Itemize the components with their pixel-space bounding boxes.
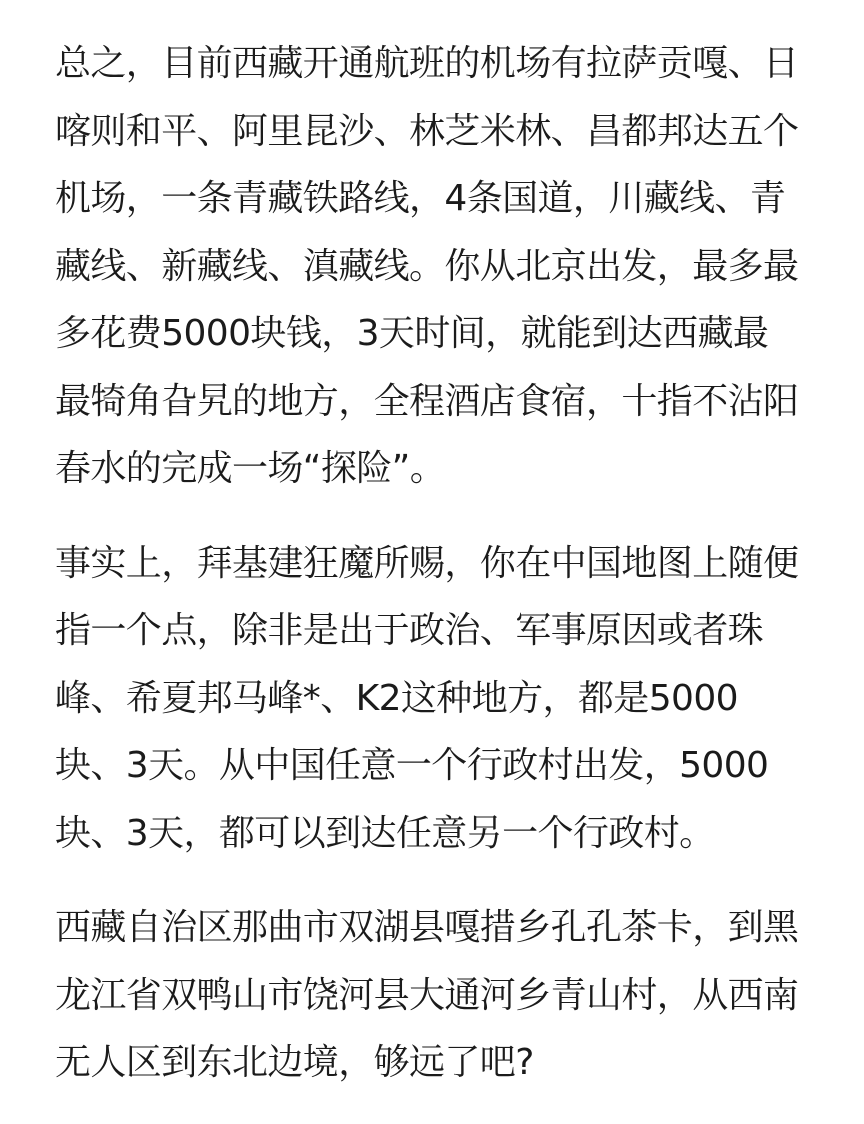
text-line: 龙江省双鸭山市饶河县大通河乡青山村，从西南 (55, 974, 799, 1016)
text-line: 峰、希夏邦马峰*、K2这种地方，都是5000 (55, 677, 738, 719)
text-line: 多花费5000块钱，3天时间，就能到达西藏最 (55, 313, 769, 354)
text-line: 机场，一条青藏铁路线，4条国道，川藏线、青 (55, 178, 786, 219)
text-line: 总之，目前西藏开通航班的机场有拉萨贡嘎、日 (55, 43, 799, 84)
paragraph-2 (55, 530, 845, 868)
text-line: 春水的完成一场“探险”。 (55, 448, 446, 489)
text-line: 无人区到东北边境，够远了吧? (55, 1042, 534, 1083)
text-line: 最犄角旮旯的地方，全程酒店食宿，十指不沾阳 (55, 380, 799, 422)
paragraph-1 (55, 30, 845, 503)
text-line: 藏线、新藏线、滇藏线。你从北京出发，最多最 (55, 245, 799, 287)
text-line: 西藏自治区那曲市双湖县嘎措乡孔孔茶卡，到黑 (55, 907, 799, 948)
text-line: 喀则和平、阿里昆沙、林芝米林、昌都邦达五个 (55, 110, 799, 152)
text-line: 事实上，拜基建狂魔所赐，你在中国地图上随便 (55, 542, 799, 584)
text-line: 块、3天，都可以到达任意另一个行政村。 (55, 812, 715, 854)
article-body (55, 30, 845, 1124)
paragraph-3 (55, 894, 845, 1097)
text-line: 块、3天。从中国任意一个行政村出发，5000 (55, 745, 769, 786)
text-line: 指一个点，除非是出于政治、军事原因或者珠 (55, 610, 764, 651)
